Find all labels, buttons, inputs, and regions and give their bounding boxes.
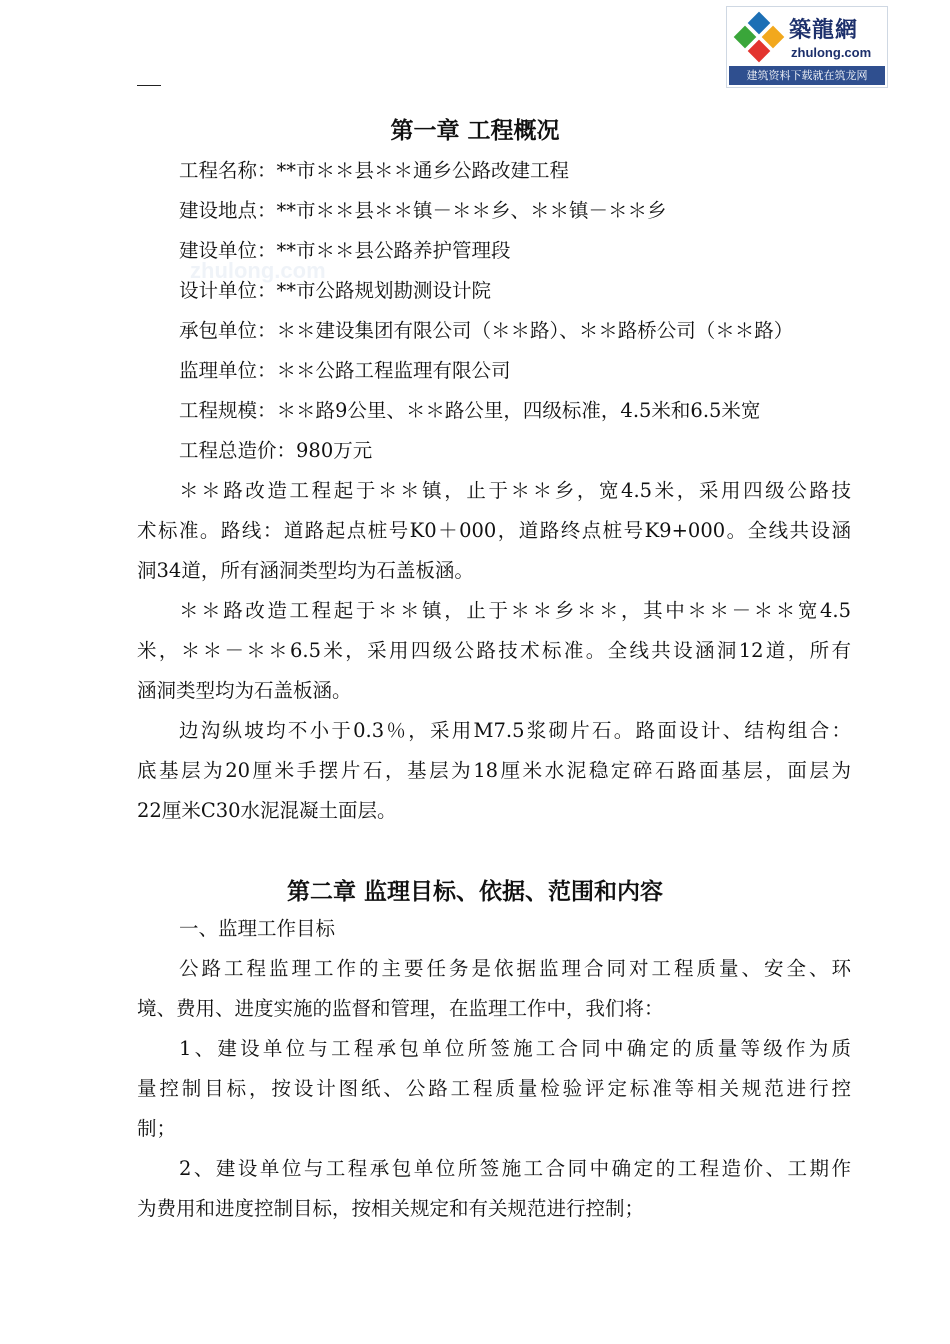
list-item-line: 为费用和进度控制目标，按相关规定和有关规范进行控制； — [137, 1197, 645, 1220]
list-item-line: 2、建设单位与工程承包单位所签施工合同中确定的工程造价、工期作 — [179, 1157, 851, 1180]
paragraph-line: 米，＊＊－＊＊6.5米，采用四级公路技术标准。全线共设涵洞12道，所有 — [137, 639, 851, 662]
list-item-line: 1、建设单位与工程承包单位所签施工合同中确定的质量等级作为质 — [179, 1037, 851, 1060]
list-item-line: 制； — [137, 1117, 177, 1140]
info-total-cost: 工程总造价：980万元 — [179, 439, 373, 462]
paragraph-line: 边沟纵坡均不小于0.3％，采用M7.5浆砌片石。路面设计、结构组合： — [179, 719, 851, 742]
paragraph-line: ＊＊路改造工程起于＊＊镇，止于＊＊乡，宽4.5米，采用四级公路技 — [179, 479, 851, 502]
info-location: 建设地点：**市＊＊县＊＊镇－＊＊乡、＊＊镇－＊＊乡 — [179, 199, 667, 222]
logo-name: 築龍網 — [789, 18, 859, 43]
chapter-1-title: 第一章 工程概况 — [390, 117, 560, 144]
paragraph-line: 底基层为20厘米手摆片石，基层为18厘米水泥稳定碎石路面基层，面层为 — [137, 759, 851, 782]
paragraph-line: ＊＊路改造工程起于＊＊镇，止于＊＊乡＊＊，其中＊＊－＊＊宽4.5 — [179, 599, 851, 622]
info-contractor: 承包单位：＊＊建设集团有限公司（＊＊路）、＊＊路桥公司（＊＊路） — [179, 319, 794, 342]
info-project-name: 工程名称：**市＊＊县＊＊通乡公路改建工程 — [179, 159, 570, 182]
logo-grid-icon — [733, 13, 785, 65]
zhulong-logo — [726, 6, 888, 88]
info-supervisor: 监理单位：＊＊公路工程监理有限公司 — [179, 359, 511, 382]
info-scale: 工程规模：＊＊路9公里、＊＊路公里，四级标准，4.5米和6.5米宽 — [179, 399, 761, 422]
chapter-2-title: 第二章 监理目标、依据、范围和内容 — [286, 878, 663, 905]
paragraph-line: 公路工程监理工作的主要任务是依据监理合同对工程质量、安全、环 — [179, 957, 851, 980]
paragraph-line: 22厘米C30水泥混凝土面层。 — [137, 799, 397, 822]
logo-domain: zhulong.com — [791, 45, 872, 60]
info-owner: 建设单位：**市＊＊县公路养护管理段 — [179, 239, 511, 262]
header-rule — [137, 85, 161, 86]
watermark: zhulong.com — [190, 258, 326, 283]
info-designer: 设计单位：**市公路规划勘测设计院 — [179, 279, 492, 302]
logo-slogan: 建筑资料下载就在筑龙网 — [729, 66, 885, 85]
paragraph-line: 涵洞类型均为石盖板涵。 — [137, 679, 352, 702]
paragraph-line: 洞34道，所有涵洞类型均为石盖板涵。 — [137, 559, 474, 582]
section-heading: 一、监理工作目标 — [179, 917, 336, 940]
paragraph-line: 境、费用、进度实施的监督和管理，在监理工作中，我们将： — [137, 997, 664, 1020]
paragraph-line: 术标准。路线：道路起点桩号K0＋000，道路终点桩号K9+000。全线共设涵 — [137, 519, 851, 542]
list-item-line: 量控制目标，按设计图纸、公路工程质量检验评定标准等相关规范进行控 — [137, 1077, 851, 1100]
